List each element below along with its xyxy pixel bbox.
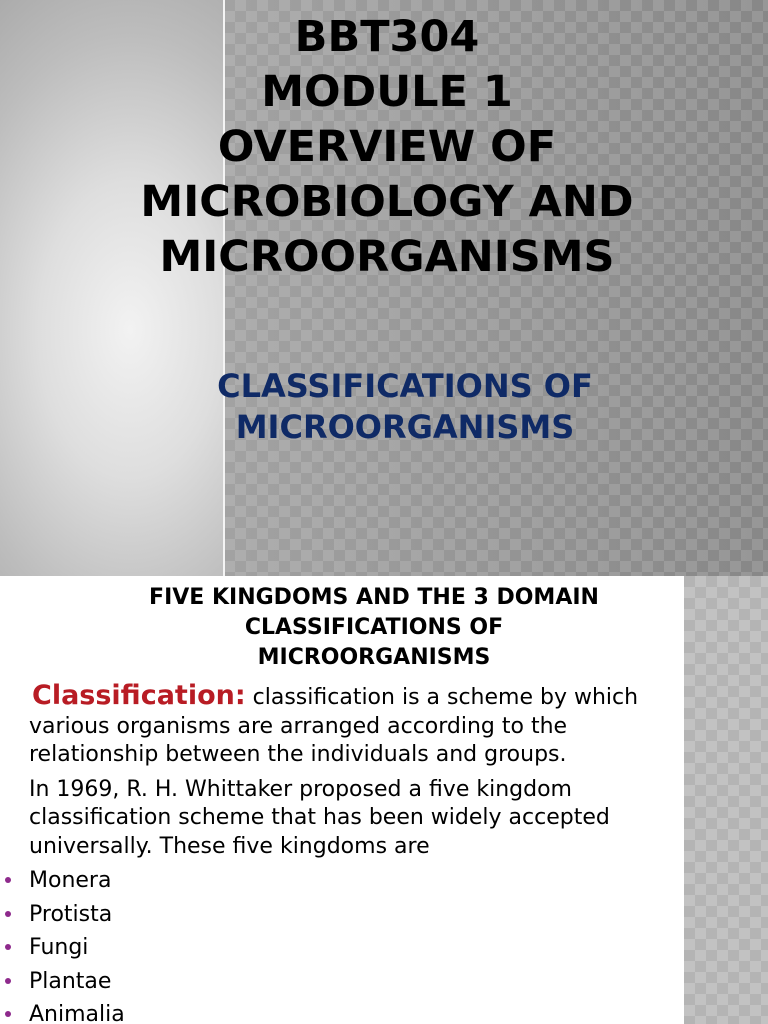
subtitle-line: MICROORGANISMS <box>235 408 575 446</box>
content-body <box>29 682 679 867</box>
paragraph-line: classification scheme that has been widely accepted <box>29 805 610 830</box>
bullet-icon <box>5 877 11 883</box>
kingdom-name: Protista <box>29 901 113 927</box>
list-item <box>0 931 680 965</box>
kingdom-name: Animalia <box>29 1002 125 1024</box>
heading-line: FIVE KINGDOMS AND THE 3 DOMAIN <box>149 585 599 610</box>
bullet-icon <box>5 944 11 950</box>
title-line: MICROBIOLOGY AND <box>140 177 634 227</box>
kingdom-name: Monera <box>29 868 112 893</box>
bullet-icon <box>5 911 11 917</box>
list-item <box>0 898 680 932</box>
slide-title <box>40 10 734 285</box>
slide-subtitle <box>150 366 660 448</box>
title-line: MODULE 1 <box>261 67 513 117</box>
right-pattern-strip <box>684 576 768 1024</box>
list-item <box>0 998 680 1024</box>
bullet-icon <box>5 1011 11 1017</box>
subtitle-line: CLASSIFICATIONS OF <box>217 367 593 405</box>
title-line: MICROORGANISMS <box>159 232 615 282</box>
content-slide <box>0 576 768 1024</box>
title-line: BBT304 <box>294 12 480 62</box>
kingdom-name: Fungi <box>29 935 89 960</box>
kingdom-list <box>0 864 680 1024</box>
paragraph-line: In 1969, R. H. Whittaker proposed a five kingdom <box>29 776 572 802</box>
kingdom-name: Plantae <box>29 968 112 994</box>
list-item <box>0 965 680 999</box>
bullet-icon <box>5 978 11 984</box>
paragraph-line: universally. These five kingdoms are <box>29 833 430 859</box>
definition-first-line <box>29 682 679 713</box>
definition-text: classification is a scheme by which <box>252 685 639 710</box>
heading-line: MICROORGANISMS <box>257 645 491 670</box>
definition-term: Classification: <box>32 680 246 711</box>
list-item <box>0 864 680 898</box>
heading-line: CLASSIFICATIONS OF <box>244 615 504 640</box>
definition-line: various organisms are arranged according to the <box>29 713 568 739</box>
content-heading <box>60 583 688 673</box>
title-line: OVERVIEW OF <box>217 122 557 172</box>
definition-line: relationship between the individuals and groups. <box>29 742 567 767</box>
whittaker-paragraph <box>29 776 679 862</box>
definition-paragraph <box>29 682 679 770</box>
